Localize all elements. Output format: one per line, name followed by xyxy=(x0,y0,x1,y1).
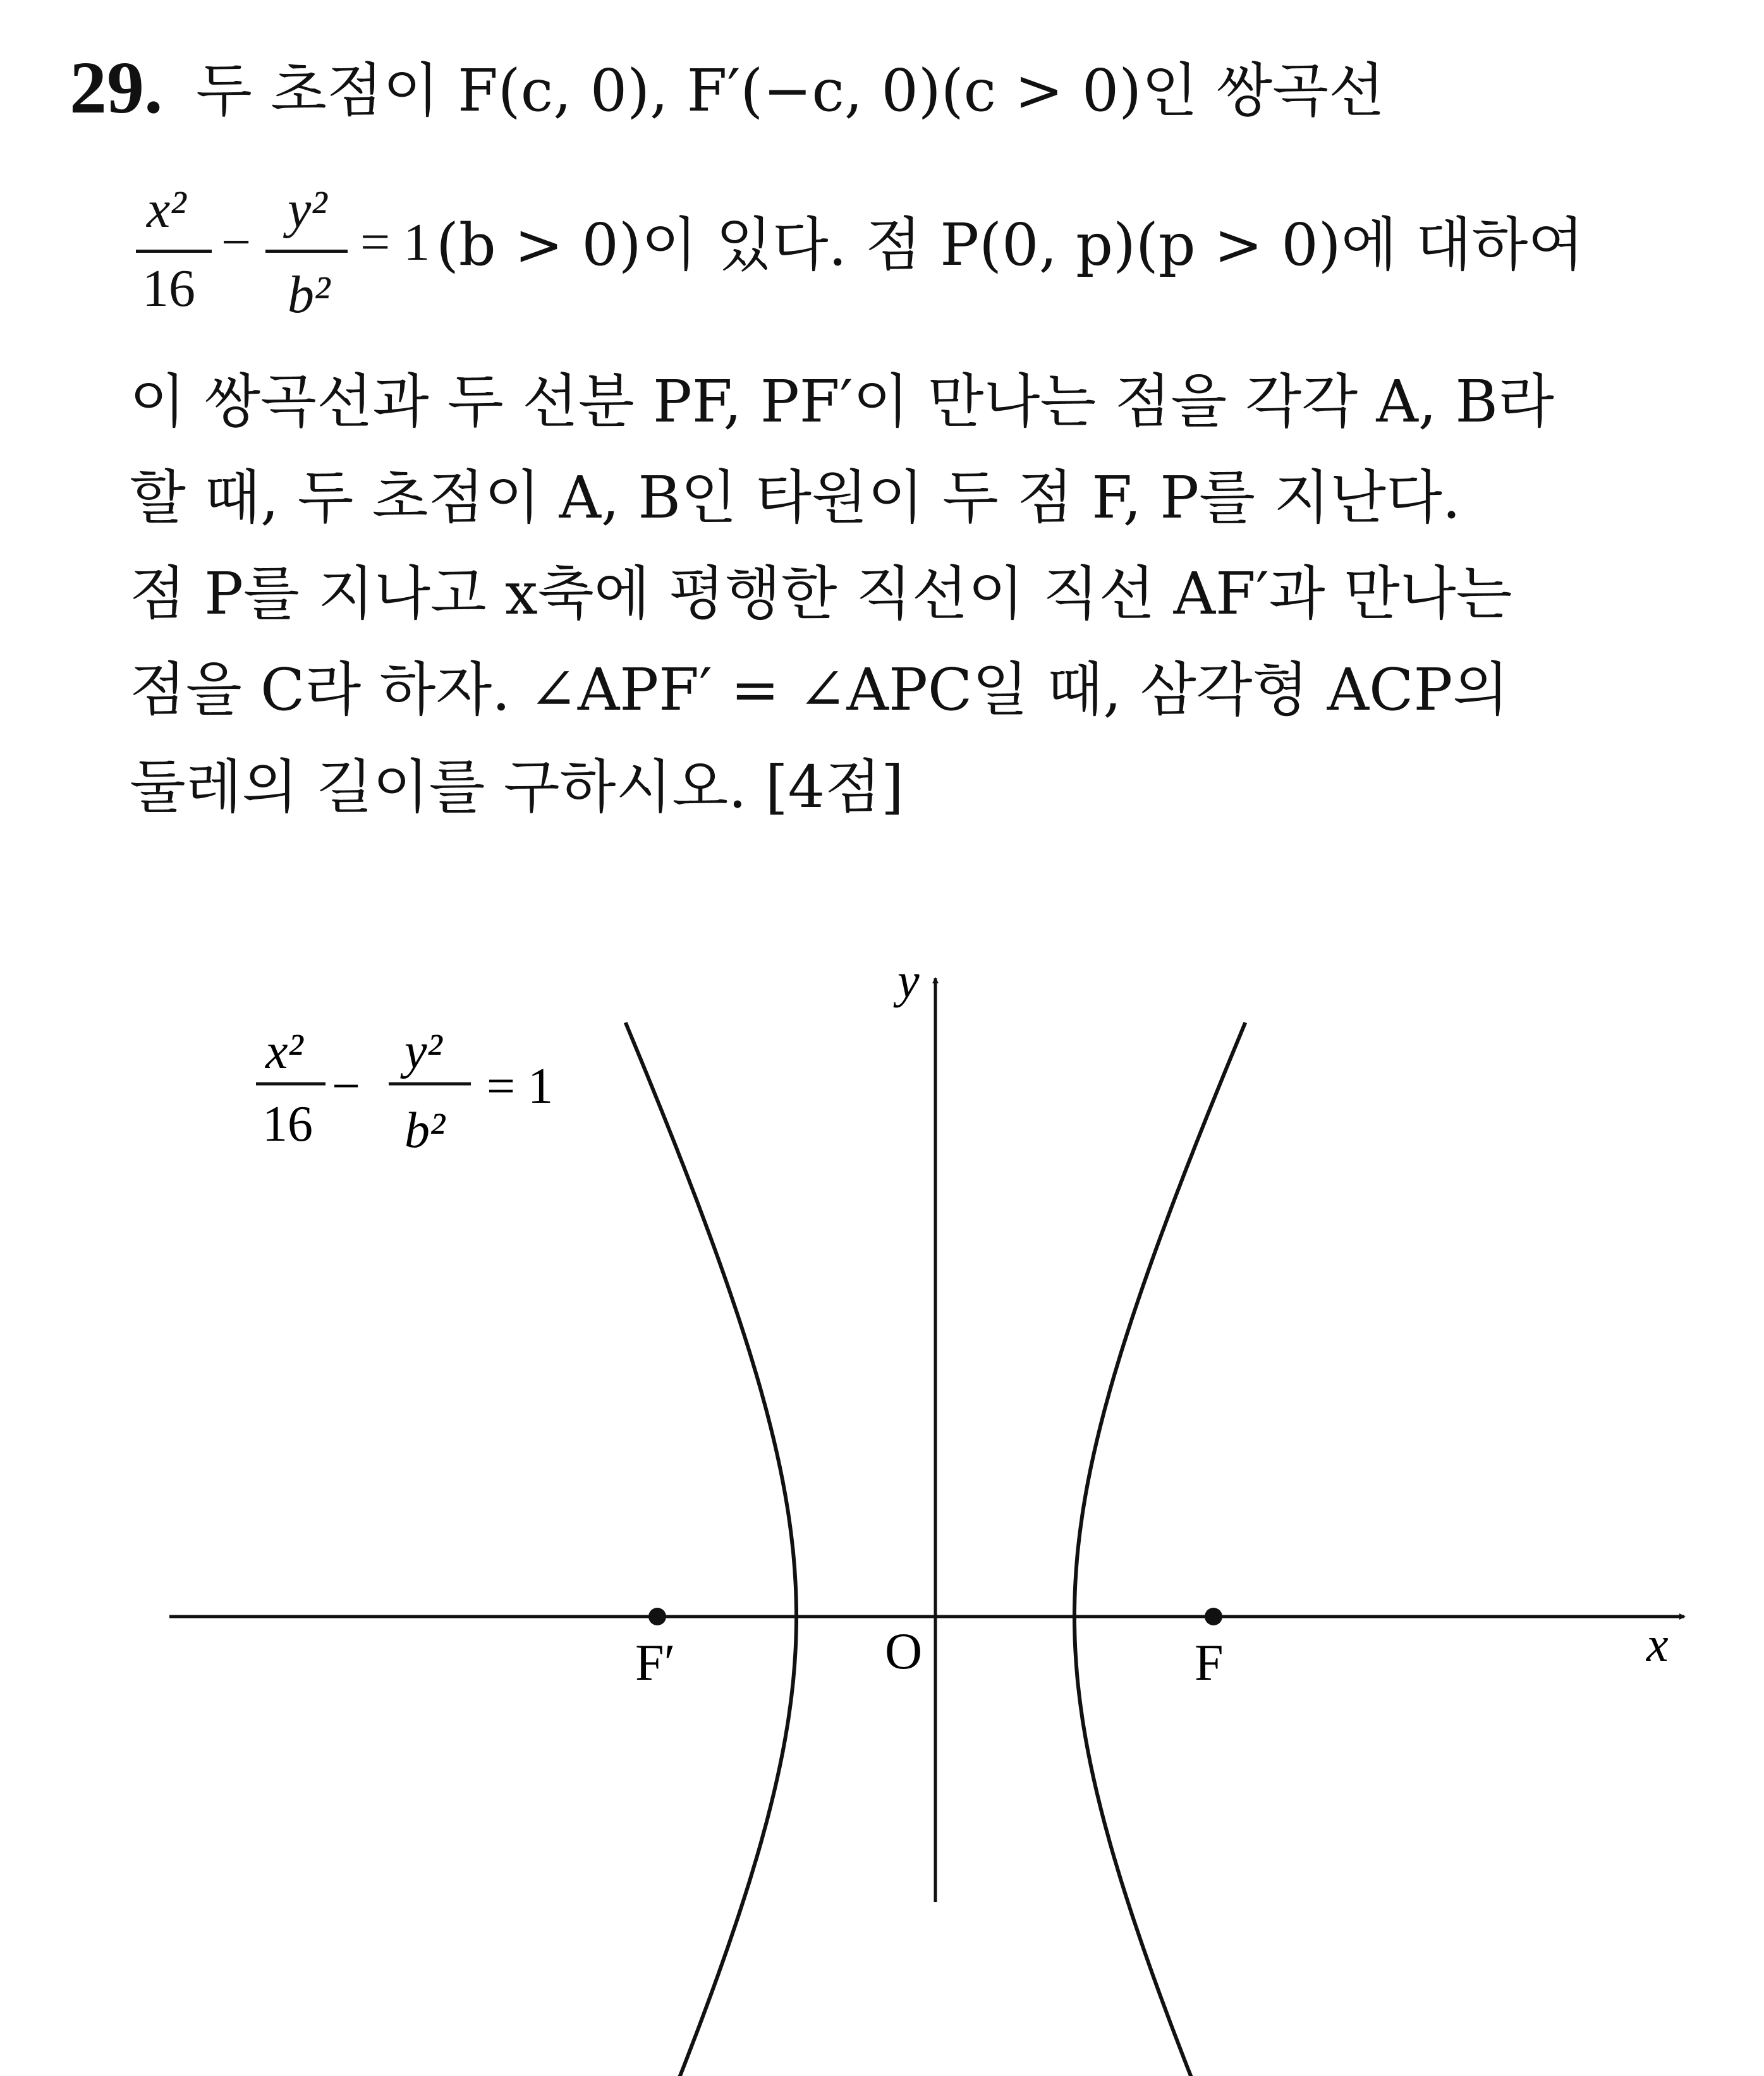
hyperbola-right-branch xyxy=(1074,1023,1245,2076)
fig-eq-x-numerator: x² xyxy=(265,1024,303,1079)
eq-x-numerator: x² xyxy=(147,180,186,239)
problem-line-3: 이 쌍곡선과 두 선분 PF, PF′이 만나는 점을 각각 A, B라 xyxy=(130,368,1554,435)
fig-eq-rhs: = 1 xyxy=(487,1059,554,1114)
problem-line-6: 점을 C라 하자. ∠APF′ = ∠APC일 때, 삼각형 ACP의 xyxy=(130,656,1509,724)
fig-eq-y-numerator: y² xyxy=(405,1024,442,1079)
problem-line-2: (b > 0)이 있다. 점 P(0, p)(p > 0)에 대하여 xyxy=(436,211,1585,279)
eq-x-denominator: 16 xyxy=(142,259,195,318)
eq-rhs: = 1 xyxy=(360,213,430,272)
hyperbola-left-branch xyxy=(626,1023,796,2076)
problem-number: 29. xyxy=(70,46,163,129)
focus-right-point xyxy=(1205,1608,1222,1625)
x-axis-label: x xyxy=(1646,1617,1669,1672)
y-axis-label: y xyxy=(897,953,920,1008)
focus-right-label: F xyxy=(1195,1634,1224,1691)
problem-line-4: 할 때, 두 초점이 A, B인 타원이 두 점 F, P를 지난다. xyxy=(130,464,1461,531)
focus-left-label: F′ xyxy=(635,1634,676,1691)
origin-label: O xyxy=(885,1622,923,1680)
fig-eq-x-denominator: 16 xyxy=(262,1096,313,1152)
eq-y-numerator: y² xyxy=(288,180,327,239)
fig-eq-y-denominator: b² xyxy=(405,1103,445,1158)
focus-left-point xyxy=(648,1608,666,1625)
eq-minus: − xyxy=(221,213,252,272)
fig-eq-minus: − xyxy=(332,1059,361,1114)
problem-line-1: 두 초점이 F(c, 0), F′(−c, 0)(c > 0)인 쌍곡선 xyxy=(196,57,1385,124)
eq-y-denominator: b² xyxy=(288,265,331,324)
problem-line-5: 점 P를 지나고 x축에 평행한 직선이 직선 AF′과 만나는 xyxy=(130,560,1512,628)
problem-line-7: 둘레의 길이를 구하시오. [4점] xyxy=(130,753,904,821)
